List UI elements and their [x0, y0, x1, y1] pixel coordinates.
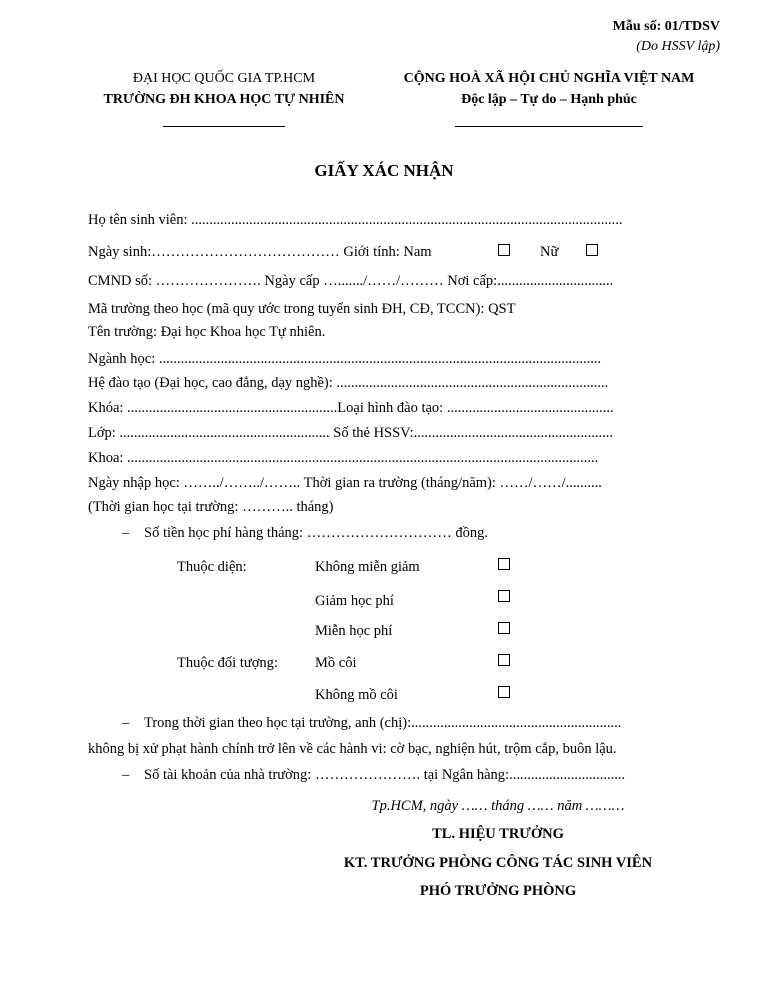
field-cmnd: CMND số: …………………. Ngày cấp …......./……/……… Nơi cấp:................................ [88, 273, 614, 289]
org-underline [163, 126, 285, 127]
field-ma-truong: Mã trường theo học (mã quy ước trong tuyển sinh ĐH, CĐ, TCCN): QST [88, 301, 516, 317]
field-ngay-sinh [88, 245, 432, 260]
bullet-hoc-phi: Số tiền học phí hàng tháng: ………………………… đồng. [144, 525, 488, 541]
org-line-1: ĐẠI HỌC QUỐC GIA TP.HCM [132, 71, 316, 86]
bullet-dash: – [122, 525, 130, 541]
bullet-dash: – [122, 767, 130, 783]
text-khong-vi-pham: không bị xử phạt hành chính trở lên về các hành vi: cờ bạc, nghiện hút, trộm cắp, buôn lậu. [88, 741, 617, 757]
option-giam-hoc-phi: Giảm học phí [315, 593, 394, 609]
signature-line-2: KT. TRƯỞNG PHÒNG CÔNG TÁC SINH VIÊN [343, 855, 653, 871]
field-ho-ten: Họ tên sinh viên: ....................................................................................................................... [88, 212, 623, 228]
field-khoa-hoc: Khóa: ..........................................................Loại hình đào tạo: .............................................. [88, 400, 614, 416]
option-khong-mien-giam: Không miễn giảm [315, 559, 420, 575]
checkbox-nu[interactable] [586, 244, 598, 256]
place-date: Tp.HCM, ngày …… tháng …… năm ……… [371, 798, 625, 814]
checkbox-nam[interactable] [498, 244, 510, 256]
form-code: Mẫu số: 01/TDSV [612, 19, 720, 34]
checkbox-mien-hoc-phi[interactable] [498, 622, 510, 634]
nation-line-2: Độc lập – Tự do – Hạnh phúc [461, 92, 637, 107]
field-thoi-gian-hoc: (Thời gian học tại trường: ……….. tháng) [88, 499, 334, 515]
checkbox-khong-mien-giam[interactable] [498, 558, 510, 570]
option-mien-hoc-phi: Miễn học phí [315, 623, 393, 639]
bullet-tai-khoan: Số tài khoản của nhà trường: …………………. tại Ngân hàng:................................ [144, 767, 626, 783]
form-note: (Do HSSV lập) [636, 39, 720, 54]
field-he-dao-tao: Hệ đào tạo (Đại học, cao đẳng, dạy nghề): ........................................................................... [88, 375, 609, 391]
checkbox-giam-hoc-phi[interactable] [498, 590, 510, 602]
org-line-2: TRƯỜNG ĐH KHOA HỌC TỰ NHIÊN [103, 92, 345, 107]
label-nu: Nữ [540, 244, 559, 260]
field-lop: Lớp: .......................................................... Số thẻ HSSV:....................................................... [88, 425, 613, 441]
field-nganh-hoc: Ngành học: .......................................................................................................................... [88, 351, 602, 367]
document-title: GIẤY XÁC NHẬN [314, 161, 454, 180]
nation-line-1: CỘNG HOÀ XÃ HỘI CHỦ NGHĨA VIỆT NAM [403, 71, 695, 86]
field-khoa: Khoa: .................................................................................................................................. [88, 450, 599, 466]
bullet-trong-thoi-gian: Trong thời gian theo học tại trường, anh (chị):.......................................................... [144, 715, 622, 731]
label-thuoc-dien: Thuộc diện: [177, 559, 247, 575]
field-ten-truong: Tên trường: Đại học Khoa học Tự nhiên. [88, 324, 326, 340]
checkbox-khong-mo-coi[interactable] [498, 686, 510, 698]
checkbox-mo-coi[interactable] [498, 654, 510, 666]
signature-line-3: PHÓ TRƯỞNG PHÒNG [419, 883, 577, 899]
nation-underline [455, 126, 643, 127]
option-mo-coi: Mồ côi [315, 655, 357, 671]
label-thuoc-doi-tuong: Thuộc đối tượng: [177, 655, 278, 671]
field-ngay-nhap-hoc: Ngày nhập học: ……../……../…….. Thời gian ra trường (tháng/năm): ……/……/.......... [88, 475, 602, 491]
bullet-dash: – [122, 715, 130, 731]
field-ngay-sinh-text: Ngày sinh:………………………………… Giới tính: Nam [88, 244, 432, 260]
signature-line-1: TL. HIỆU TRƯỞNG [432, 826, 564, 842]
option-khong-mo-coi: Không mồ côi [315, 687, 398, 703]
